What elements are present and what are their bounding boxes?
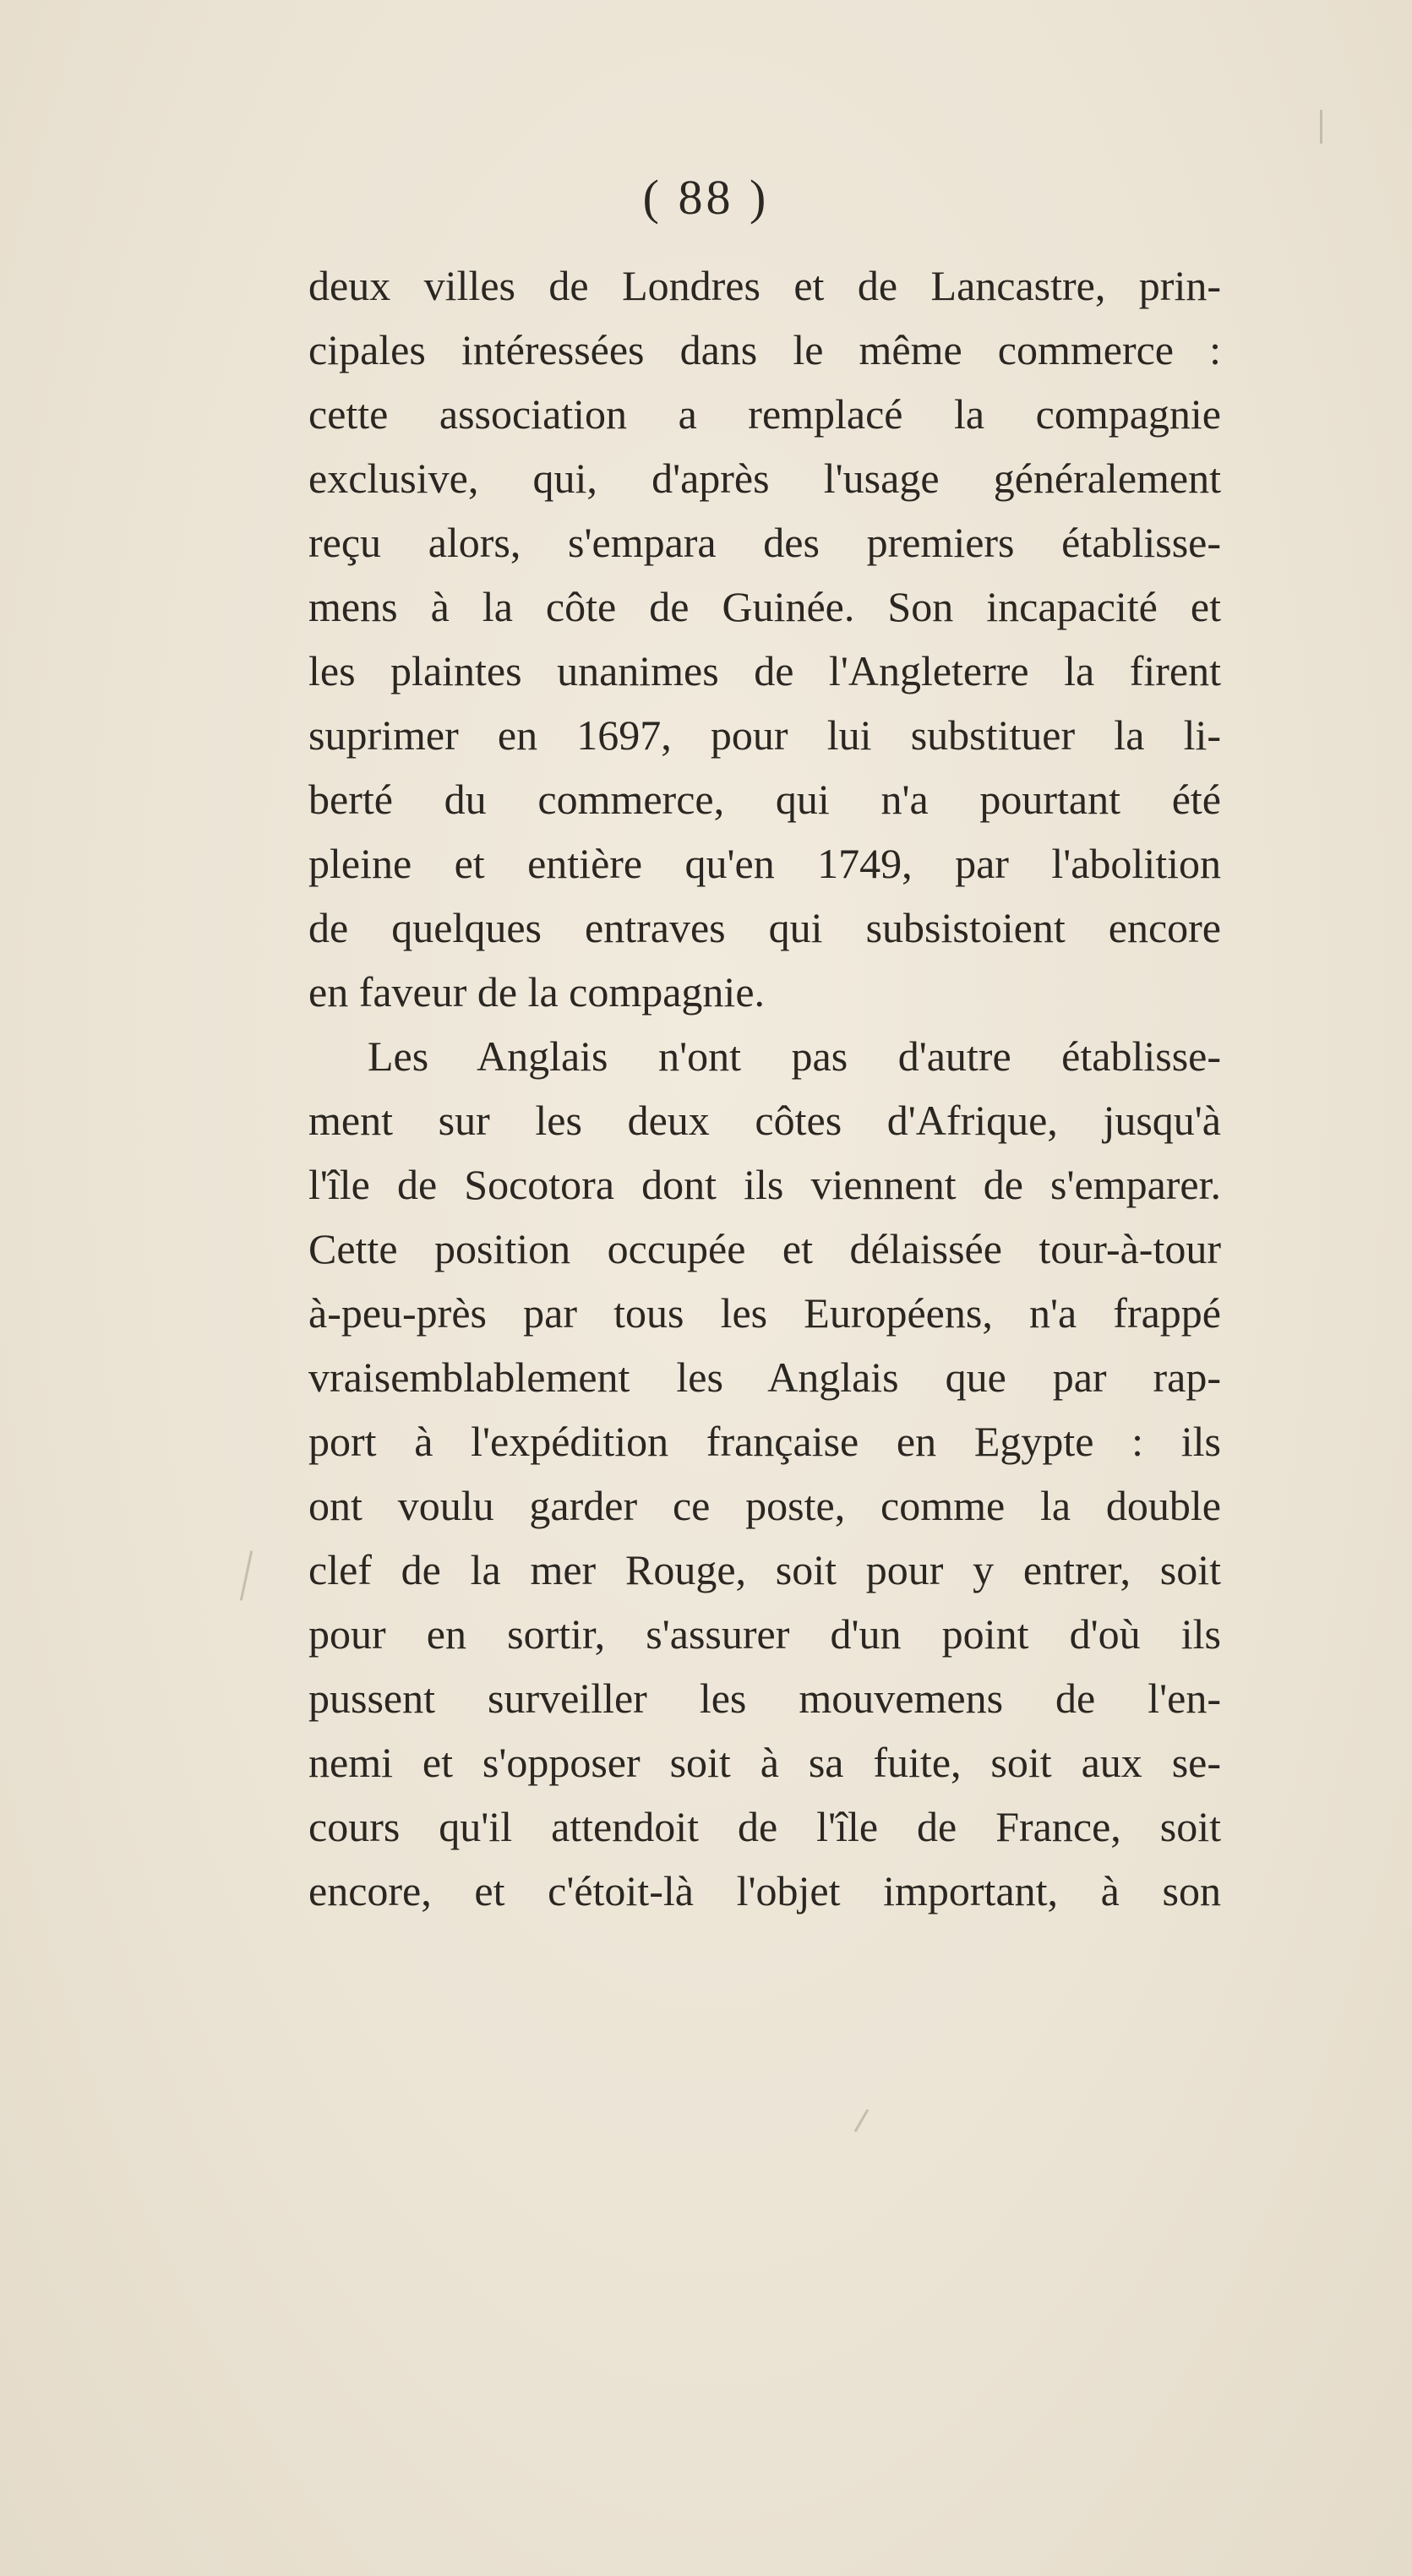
text-line: ment sur les deux côtes d'Afrique, jusqu'à (308, 1097, 1221, 1144)
text-line: pleine et entière qu'en 1749, par l'abolition (308, 840, 1221, 887)
text-line: Cette position occupée et délaissée tour-à-tour (308, 1225, 1221, 1272)
text-line: cette association a remplacé la compagnie (308, 390, 1221, 438)
text-line: l'île de Socotora dont ils viennent de s'emparer. (308, 1161, 1221, 1208)
text-line: port à l'expédition française en Egypte : ils (308, 1418, 1221, 1465)
text-line: ont voulu garder ce poste, comme la double (308, 1482, 1221, 1529)
text-line: pussent surveiller les mouvemens de l'en- (308, 1675, 1221, 1722)
text-line: Les Anglais n'ont pas d'autre établisse- (368, 1032, 1221, 1080)
text-line: pour en sortir, s'assurer d'un point d'où ils (308, 1610, 1221, 1658)
page-number: ( 88 ) (642, 170, 770, 225)
text-line: nemi et s'opposer soit à sa fuite, soit aux se- (308, 1739, 1221, 1786)
text-line: berté du commerce, qui n'a pourtant été (308, 776, 1221, 823)
body-text (308, 253, 1221, 1923)
text-line: vraisemblablement les Anglais que par rap- (308, 1353, 1221, 1401)
text-line: deux villes de Londres et de Lancastre, prin- (308, 262, 1221, 309)
text-line: à-peu-près par tous les Européens, n'a frappé (308, 1289, 1221, 1337)
paper-speck (240, 1550, 253, 1600)
text-line: cipales intéressées dans le même commerce : (308, 326, 1221, 373)
text-line: clef de la mer Rouge, soit pour y entrer, soit (308, 1546, 1221, 1593)
text-line: reçu alors, s'empara des premiers établisse- (308, 519, 1221, 566)
text-line: encore, et c'étoit-là l'objet important, à son (308, 1867, 1221, 1914)
text-line: de quelques entraves qui subsistoient encore (308, 904, 1221, 951)
paper-speck (854, 2109, 870, 2132)
text-line: les plaintes unanimes de l'Angleterre la firent (308, 647, 1221, 694)
paper-speck (1320, 110, 1322, 144)
text-line: suprimer en 1697, pour lui substituer la li- (308, 711, 1221, 759)
text-line: cours qu'il attendoit de l'île de France, soit (308, 1803, 1221, 1850)
text-line: en faveur de la compagnie. (308, 968, 766, 1016)
text-line: mens à la côte de Guinée. Son incapacité et (308, 583, 1221, 630)
text-line: exclusive, qui, d'après l'usage généralement (308, 455, 1221, 502)
